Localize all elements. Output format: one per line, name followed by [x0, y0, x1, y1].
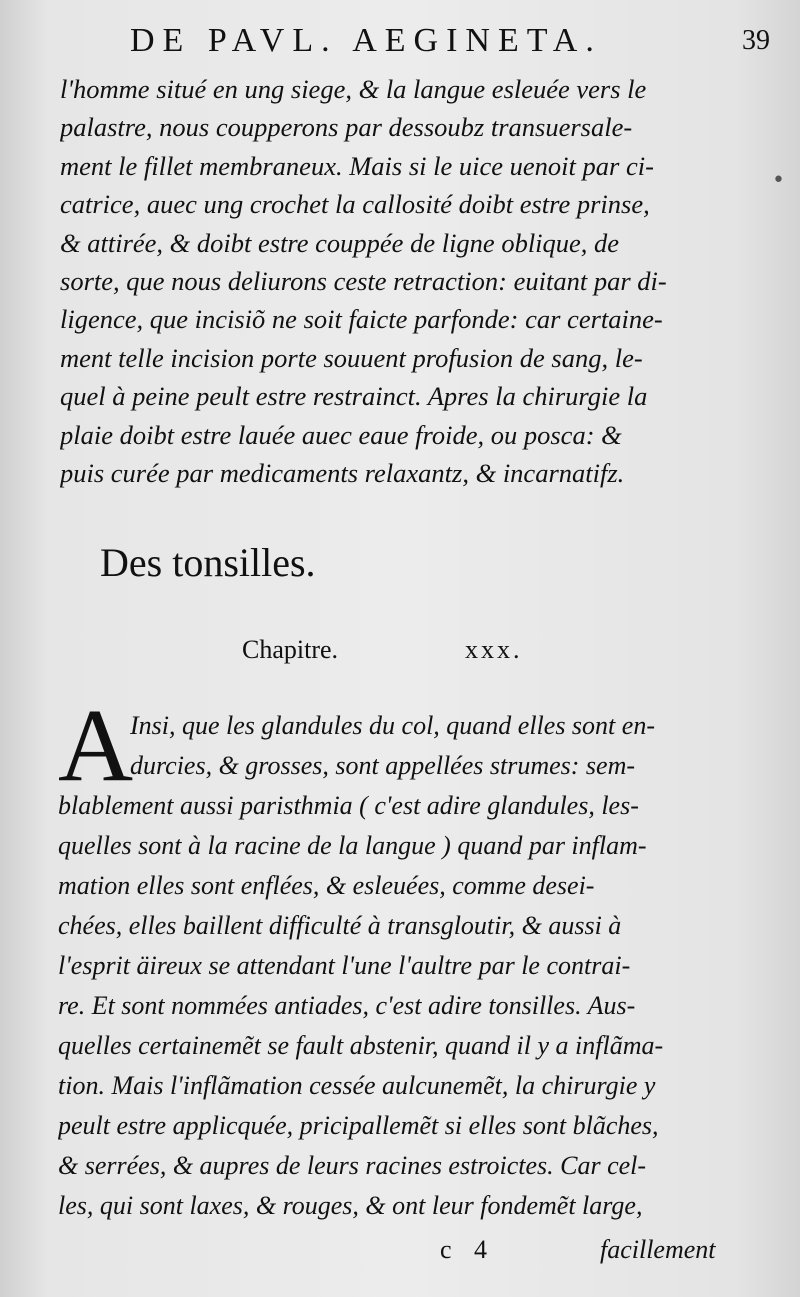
text-line: tion. Mais l'inflãmation cessée aulcunemẽt, la chirurgie y — [58, 1071, 656, 1100]
signature-mark: c 4 — [440, 1235, 496, 1264]
running-header — [130, 18, 770, 64]
text-line: blablement aussi paristhmia ( c'est adire glandules, les- — [58, 791, 639, 820]
text-line: sorte, que nous deliurons ceste retraction: euitant par di- — [60, 266, 667, 297]
text-line: quel à peine peult estre restrainct. Apres la chirurgie la — [60, 381, 648, 412]
text-line: catrice, auec ung crochet la callosité doibt estre prinse, — [60, 189, 650, 220]
page-number: 39 — [742, 25, 770, 56]
text-line: ment le fillet membraneux. Mais si le uice uenoit par ci- — [60, 150, 654, 181]
text-line: & serrées, & aupres de leurs racines estroictes. Car cel- — [58, 1151, 647, 1180]
text-line: plaie doibt estre lauée auec eaue froide, ou posca: & — [60, 419, 622, 450]
text-line: quelles certainemẽt se fault abstenir, quand il y a inflãma- — [58, 1031, 664, 1060]
text-line: l'homme situé en ung siege, & la langue esleuée vers le — [60, 74, 647, 104]
chapter-number: xxx. — [465, 635, 523, 664]
text-line: puis curée par medicaments relaxantz, & incarnatifz. — [60, 458, 625, 489]
text-line: l'esprit äireux se attendant l'une l'aultre par le contrai- — [58, 951, 631, 980]
text-line: ment telle incision porte souuent profusion de sang, le- — [60, 342, 643, 373]
text-line: palastre, nous coupperons par dessoubz transuersale- — [60, 112, 633, 143]
paragraph-1 — [60, 70, 760, 492]
catchword: facillement — [600, 1235, 716, 1264]
text-line: re. Et sont nommées antiades, c'est adire tonsilles. Aus- — [58, 991, 636, 1020]
margin-mark: • — [772, 168, 785, 193]
text-line: chées, elles baillent difficulté à transgloutir, & aussi à — [58, 911, 622, 940]
section-heading: Des tonsilles. — [100, 540, 316, 585]
show-through-text — [90, 500, 730, 700]
text-line: les, qui sont laxes, & rouges, & ont leur fondemẽt large, — [58, 1191, 643, 1220]
text-line: durcies, & grosses, sont appellées strumes: sem- — [130, 751, 636, 780]
paragraph-2 — [58, 688, 758, 1226]
running-title: DE PAVL. AEGINETA. — [130, 22, 602, 59]
text-line: quelles sont à la racine de la langue ) quand par inflam- — [58, 831, 647, 860]
text-line: ligence, que incisiõ ne soit faicte parfonde: car certaine- — [60, 304, 663, 335]
drop-cap: A — [58, 688, 134, 803]
text-line: & attirée, & doibt estre couppée de ligne oblique, de — [60, 227, 620, 258]
chapter-label: Chapitre. — [242, 635, 339, 664]
text-line: Insi, que les glandules du col, quand elles sont en- — [130, 711, 655, 740]
text-line: peult estre applicquée, pricipallemẽt si elles sont blãches, — [58, 1111, 659, 1140]
text-line: mation elles sont enflées, & esleuées, comme desei- — [58, 871, 595, 900]
